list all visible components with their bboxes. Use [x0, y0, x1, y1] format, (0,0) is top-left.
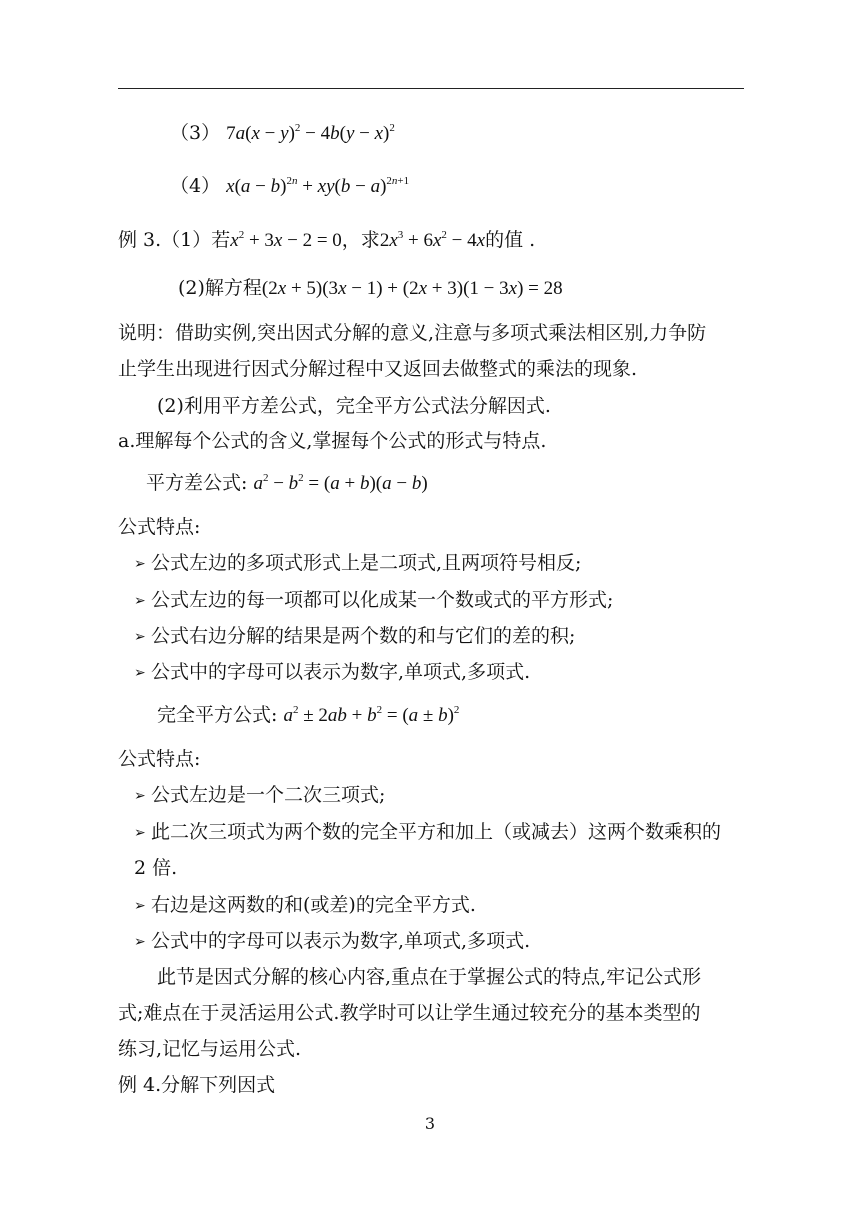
- perfect-square-label: 完全平方公式:: [157, 704, 278, 726]
- feature-2-1: ➢ 公式左边是一个二次三项式;: [134, 784, 386, 806]
- example-4: 例 4.分解下列因式: [118, 1074, 276, 1096]
- perfect-square: [157, 703, 459, 728]
- item-3: [170, 121, 395, 146]
- arrow-bullet-icon: ➢: [134, 934, 146, 950]
- section-2-title: (2)利用平方差公式，完全平方公式法分解因式.: [157, 395, 551, 417]
- arrow-bullet-icon: ➢: [134, 593, 146, 609]
- features-label-2: 公式特点:: [118, 748, 201, 770]
- example-3-expression: $2x^3 + 6x^2 - 4x$: [379, 229, 486, 251]
- features-label-1: 公式特点:: [118, 516, 201, 538]
- example-3-part-2: [178, 276, 563, 301]
- summary-line-3: 练习,记忆与运用公式.: [118, 1038, 302, 1060]
- summary-line-2: 式;难点在于灵活运用公式.教学时可以让学生通过较充分的基本类型的: [118, 1002, 701, 1024]
- example-3-condition: $x^2 + 3x - 2 = 0$: [230, 229, 342, 251]
- summary-line-1: 此节是因式分解的核心内容,重点在于掌握公式的特点,牢记公式形: [157, 966, 702, 988]
- item-3-label: （3）: [170, 122, 221, 144]
- arrow-bullet-icon: ➢: [134, 556, 146, 572]
- feature-2-3: ➢ 右边是这两数的和(或差)的完全平方式.: [134, 894, 476, 916]
- feature-1-4: ➢ 公式中的字母可以表示为数字,单项式,多项式.: [134, 661, 531, 683]
- arrow-bullet-icon: ➢: [134, 665, 146, 681]
- feature-1-1: ➢ 公式左边的多项式形式上是二项式,且两项符号相反;: [134, 552, 582, 574]
- feature-2-2: ➢ 此二次三项式为两个数的完全平方和加上（或减去）这两个数乘积的: [134, 821, 722, 843]
- difference-of-squares: [146, 471, 428, 496]
- item-4-label: （4）: [170, 175, 221, 197]
- perfect-square-formula: $a^2 \pm 2ab + b^2 = (a \pm b)^2$: [283, 704, 460, 726]
- example-3-ask: ，求: [341, 229, 380, 251]
- example-3-equation: (2x + 5)(3x − 1) + (2x + 3)(1 − 3x) = 28: [261, 278, 563, 299]
- arrow-bullet-icon: ➢: [134, 825, 146, 841]
- example-3-suffix: 的值 .: [485, 229, 536, 251]
- item-4-formula: $x(a - b)^{2n} + xy(b - a)^{2n+1}$: [226, 175, 410, 197]
- page-number: 3: [424, 1114, 436, 1133]
- example-3-part-2-label: (2)解方程: [178, 277, 262, 299]
- feature-2-4: ➢ 公式中的字母可以表示为数字,单项式,多项式.: [134, 930, 531, 952]
- arrow-bullet-icon: ➢: [134, 629, 146, 645]
- difference-of-squares-formula: $a^2 - b^2 = (a + b)(a - b)$: [253, 472, 428, 494]
- example-3-part-1: [118, 228, 535, 253]
- arrow-bullet-icon: ➢: [134, 898, 146, 914]
- item-4: [170, 174, 409, 199]
- feature-2-2-continued: 2 倍.: [134, 857, 178, 879]
- note-line-1: 说明：借助实例,突出因式分解的意义,注意与多项式乘法相区别,力争防: [118, 322, 707, 344]
- item-3-formula: $7a(x - y)^2 - 4b(y - x)^2$: [226, 122, 395, 144]
- point-a: a.理解每个公式的含义,掌握每个公式的形式与特点.: [118, 430, 547, 452]
- feature-1-2: ➢ 公式左边的每一项都可以化成某一个数或式的平方形式;: [134, 589, 614, 611]
- difference-of-squares-label: 平方差公式:: [146, 472, 248, 494]
- note-line-2: 止学生出现进行因式分解过程中又返回去做整式的乘法的现象.: [118, 358, 638, 380]
- arrow-bullet-icon: ➢: [134, 788, 146, 804]
- example-3-label: 例 3.（1）若: [118, 229, 231, 251]
- header-rule: [118, 88, 744, 89]
- feature-1-3: ➢ 公式右边分解的结果是两个数的和与它们的差的积;: [134, 625, 576, 647]
